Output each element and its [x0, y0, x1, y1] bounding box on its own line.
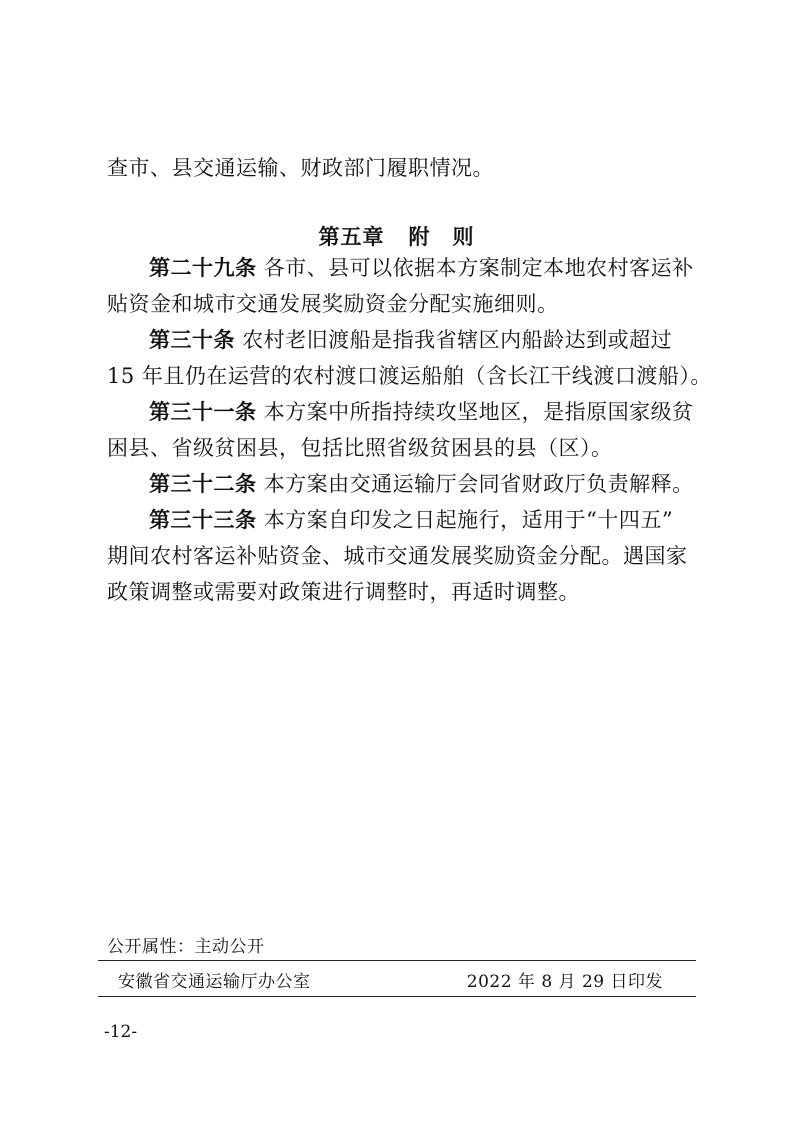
chapter-number: 第五章: [318, 225, 385, 249]
footer-rule-top: [98, 960, 696, 961]
lead-line: 查市、县交通运输、财政部门履职情况。: [107, 156, 494, 180]
article-text: 本方案中所指持续攻坚地区，是指原国家级贫: [263, 400, 694, 424]
article-33-line-1: [107, 502, 673, 538]
article-33-line-3: 政策调整或需要对政策进行调整时，再适时调整。: [107, 580, 580, 604]
article-29-line-2: 贴资金和城市交通发展奖励资金分配实施细则。: [107, 292, 559, 316]
article-heading: 第二十九条: [149, 256, 257, 280]
article-heading: 第三十一条: [149, 400, 257, 424]
article-text: 各市、县可以依据本方案制定本地农村客运补: [263, 256, 694, 280]
page-number: -12-: [104, 1022, 138, 1042]
article-text: 本方案自印发之日起施行，适用于“十四五”: [263, 508, 674, 532]
disclosure-attribute: 公开属性：主动公开: [107, 937, 265, 957]
article-heading: 第三十二条: [149, 472, 257, 496]
article-33-line-2: 期间农村客运补贴资金、城市交通发展奖励资金分配。遇国家: [107, 544, 688, 568]
article-heading: 第三十三条: [149, 508, 257, 532]
article-text: 农村老旧渡船是指我省辖区内船龄达到或超过: [242, 328, 673, 352]
article-30-line-1: [107, 322, 672, 358]
article-32-line-1: [107, 466, 694, 502]
issuer-name: 安徽省交通运输厅办公室: [118, 972, 311, 992]
article-31-line-1: [107, 394, 694, 430]
chapter-name: 附 则: [408, 225, 475, 249]
article-31-line-2: 困县、省级贫困县，包括比照省级贫困县的县（区）。: [107, 436, 613, 460]
article-text: 本方案由交通运输厅会同省财政厅负责解释。: [263, 472, 694, 496]
article-30-line-2: 15 年且仍在运营的农村渡口渡运船舶（含长江干线渡口渡船）。: [107, 364, 712, 388]
article-heading: 第三十条: [149, 328, 235, 352]
chapter-title: [0, 221, 793, 251]
print-date: 2022 年 8 月 29 日印发: [466, 972, 663, 992]
article-29-line-1: [107, 250, 694, 286]
footer-rule-bottom: [98, 996, 696, 997]
